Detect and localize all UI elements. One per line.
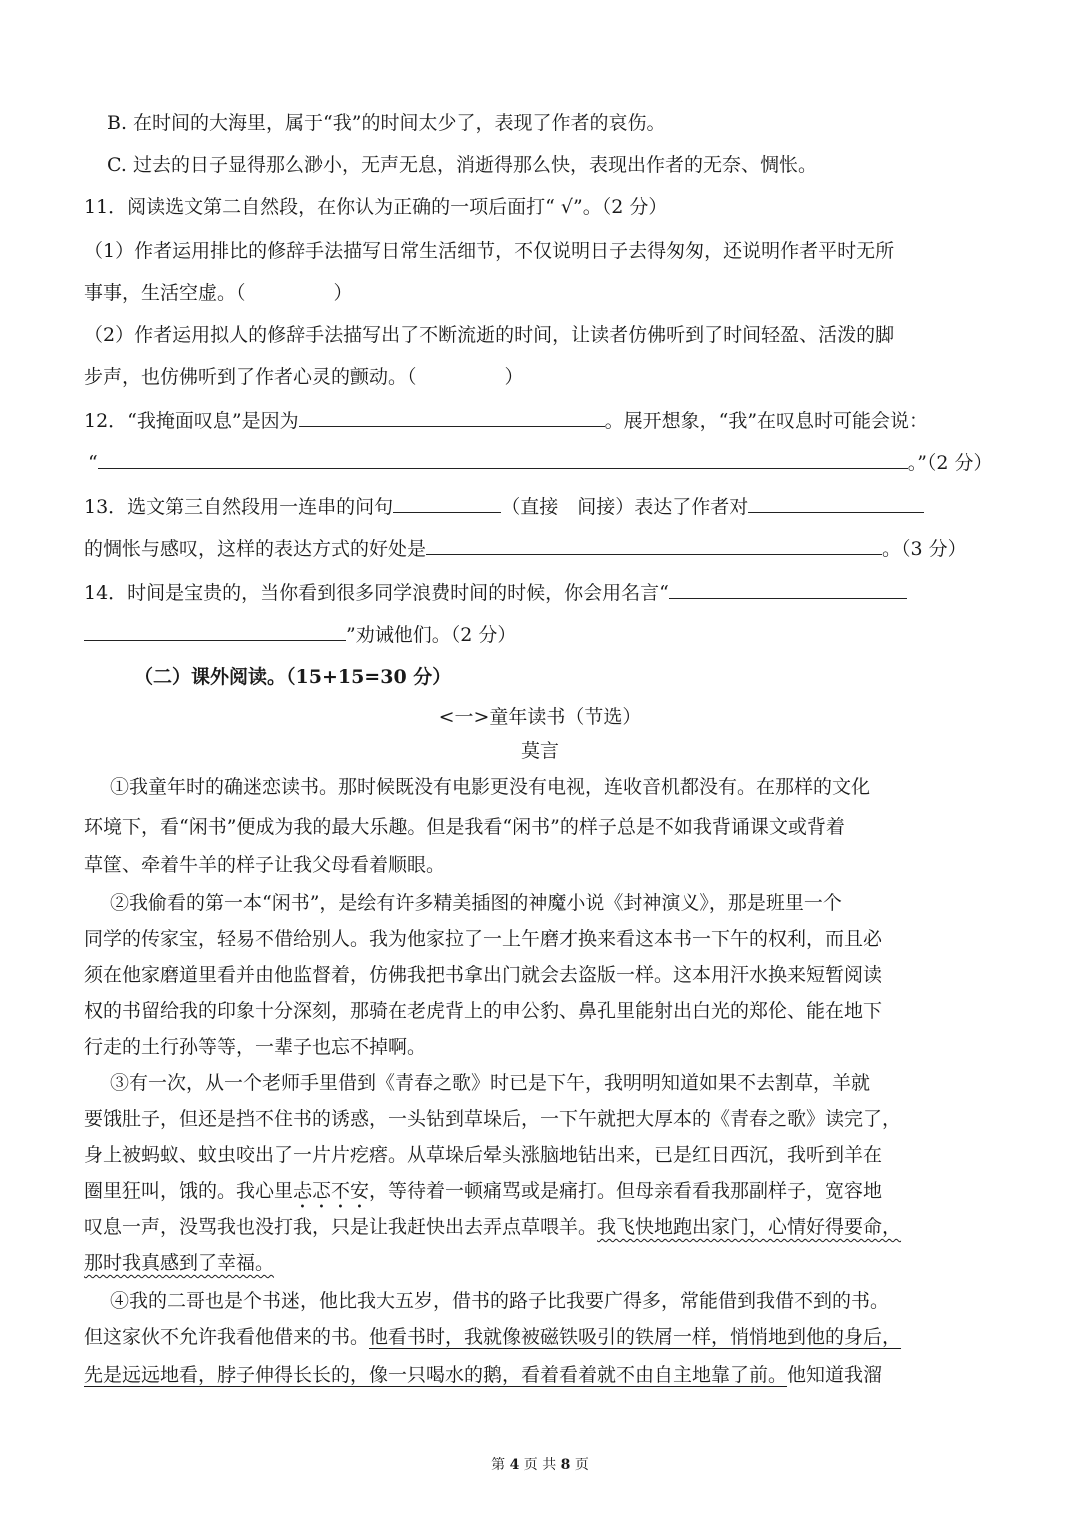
paragraph-2-line-2: 同学的传家宝，轻易不借给别人。我为他家拉了一上午磨才换来看这本书一下午的权利，而且必 — [84, 928, 883, 950]
total-page-number: 8 — [560, 1457, 571, 1473]
open-quote: “ — [88, 452, 98, 474]
answer-blank-14b[interactable] — [84, 622, 346, 641]
option-b: B. 在时间的大海里，属于“我”的时间太少了，表现了作者的哀伤。 — [107, 112, 666, 134]
question-14-text: 14．时间是宝贵的，当你看到很多同学浪费时间的时候，你会用名言“ — [84, 582, 669, 604]
emphasized-word: 忐忑不安 — [293, 1180, 370, 1202]
question-13-text-3: 的惆怅与感叹，这样的表达方式的好处是 — [84, 538, 427, 560]
section-heading: （二）课外阅读。（15+15=30 分） — [134, 666, 452, 688]
question-11-item1-cont — [84, 280, 353, 306]
question-14-score: ”劝诫他们。（2 分） — [346, 624, 517, 646]
question-14 — [84, 580, 907, 606]
paren-close-2: ） — [504, 366, 524, 388]
page-footer — [0, 1452, 1080, 1478]
paragraph-3-line-2: 要饿肚子，但还是挡不住书的诱惑，一头钻到草垛后，一下午就把大厚本的《青春之歌》读完了， — [84, 1108, 902, 1130]
paragraph-3-line-5-text: 叹息一声，没骂我也没打我，只是让我赶快出去弄点草喂羊。 — [84, 1216, 598, 1238]
question-11-item2: （2）作者运用拟人的修辞手法描写出了不断流逝的时间，让读者仿佛听到了时间轻盈、活泼的脚 — [84, 324, 895, 346]
answer-blank-14a[interactable] — [669, 580, 907, 599]
underlined-sentence-2: 他看书时，我就像被磁铁吸引的铁屑一样，悄悄地到他的身后， — [369, 1326, 902, 1348]
paragraph-2-line-1: ②我偷看的第一本“闲书”，是绘有许多精美插图的神魔小说《封神演义》，那是班里一个 — [110, 892, 842, 914]
footer-suffix: 页 — [574, 1457, 589, 1473]
paragraph-3-line-6: 那时我真感到了幸福。 — [84, 1252, 275, 1274]
underlined-sentence-2-cont: 先是远远地看，脖子伸得长长的，像一只喝水的鹅，看着看着就不由自主地靠了前。 — [84, 1364, 788, 1386]
question-12-line2 — [88, 450, 993, 476]
answer-blank-13b[interactable] — [748, 494, 924, 513]
answer-blank-12b[interactable] — [98, 450, 908, 469]
footer-prefix: 第 — [491, 1457, 506, 1473]
paragraph-3-line-5 — [84, 1214, 901, 1240]
paragraph-2-line-4: 权的书留给我的印象十分深刻，那骑在老虎背上的申公豹、鼻孔里能射出白光的郑伦、能在地下 — [84, 1000, 883, 1022]
question-12-text-1: 12．“我掩面叹息”是因为 — [84, 410, 299, 432]
passage-author: 莫言 — [520, 740, 559, 762]
question-13 — [84, 494, 924, 520]
answer-blank-13a[interactable] — [393, 494, 501, 513]
paragraph-1-line-1: ①我童年时的确迷恋读书。那时候既没有电影更没有电视，连收音机都没有。在那样的文化 — [110, 776, 871, 798]
paragraph-3-line-1: ③有一次，从一个老师手里借到《青春之歌》时已是下午，我明明知道如果不去割草，羊就 — [110, 1072, 871, 1094]
paragraph-4-line-1: ④我的二哥也是个书迷，他比我大五岁，借书的路子比我要广得多，常能借到我借不到的书。 — [110, 1290, 890, 1312]
question-11-item1-text: 事事，生活空虚。（ — [84, 282, 246, 304]
answer-blank-13c[interactable] — [426, 536, 882, 555]
paragraph-3-line-4-text-2: ，等待着一顿痛骂或是痛打。但母亲看看我那副样子，宽容地 — [369, 1180, 883, 1202]
question-13-line2 — [84, 536, 967, 562]
question-13-text-1: 13．选文第三自然段用一连串的问句 — [84, 496, 394, 518]
question-12 — [84, 408, 928, 434]
question-12-score: 。”（2 分） — [907, 452, 993, 474]
option-c: C. 过去的日子显得那么渺小，无声无息，消逝得那么快，表现出作者的无奈、惆怅。 — [107, 154, 817, 176]
paragraph-4-line-2 — [84, 1324, 901, 1350]
paragraph-3-line-4-text-1: 圈里狂叫，饿的。我心里 — [84, 1180, 294, 1202]
paragraph-3-line-3: 身上被蚂蚁、蚊虫咬出了一片片疙瘩。从草垛后晕头涨脑地钻出来，已是红日西沉，我听到羊在 — [84, 1144, 883, 1166]
question-13-text-2: （直接 间接）表达了作者对 — [501, 496, 749, 518]
paragraph-3-line-4 — [84, 1178, 882, 1213]
paragraph-4-line-3 — [84, 1362, 882, 1388]
paren-close-1: ） — [333, 282, 353, 304]
paragraph-2-line-3: 须在他家磨道里看并由他监督着，仿佛我把书拿出门就会去盗版一样。这本用汗水换来短暂阅读 — [84, 964, 883, 986]
question-12-text-2: 。展开想象，“我”在叹息时可能会说： — [604, 410, 929, 432]
underlined-sentence-1: 我飞快地跑出家门，心情好得要命， — [597, 1216, 902, 1238]
question-13-score: 。（3 分） — [882, 538, 967, 560]
paragraph-4-line-3-text: 他知道我溜 — [787, 1364, 883, 1386]
paragraph-4-line-2-text: 但这家伙不允许我看他借来的书。 — [84, 1326, 370, 1348]
footer-mid: 页 共 — [523, 1457, 557, 1473]
paragraph-2-line-5: 行走的土行孙等等，一辈子也忘不掉啊。 — [84, 1036, 427, 1058]
current-page-number: 4 — [509, 1457, 520, 1473]
passage-title: <一>童年读书（节选） — [438, 706, 642, 728]
paragraph-1-line-3: 草筐、牵着牛羊的样子让我父母看着顺眼。 — [84, 854, 446, 876]
question-14-line2 — [84, 622, 516, 648]
answer-blank-12a[interactable] — [299, 408, 605, 427]
question-11-stem: 11．阅读选文第二自然段，在你认为正确的一项后面打“ √”。（2 分） — [84, 196, 668, 218]
paragraph-1-line-2: 环境下，看“闲书”便成为我的最大乐趣。但是我看“闲书”的样子总是不如我背诵课文或背着 — [84, 816, 845, 838]
question-11-item1: （1）作者运用排比的修辞手法描写日常生活细节，不仅说明日子去得匆匆，还说明作者平时无所 — [84, 240, 895, 262]
question-11-item2-cont — [84, 364, 524, 390]
question-11-item2-text: 步声，也仿佛听到了作者心灵的颤动。（ — [84, 366, 417, 388]
